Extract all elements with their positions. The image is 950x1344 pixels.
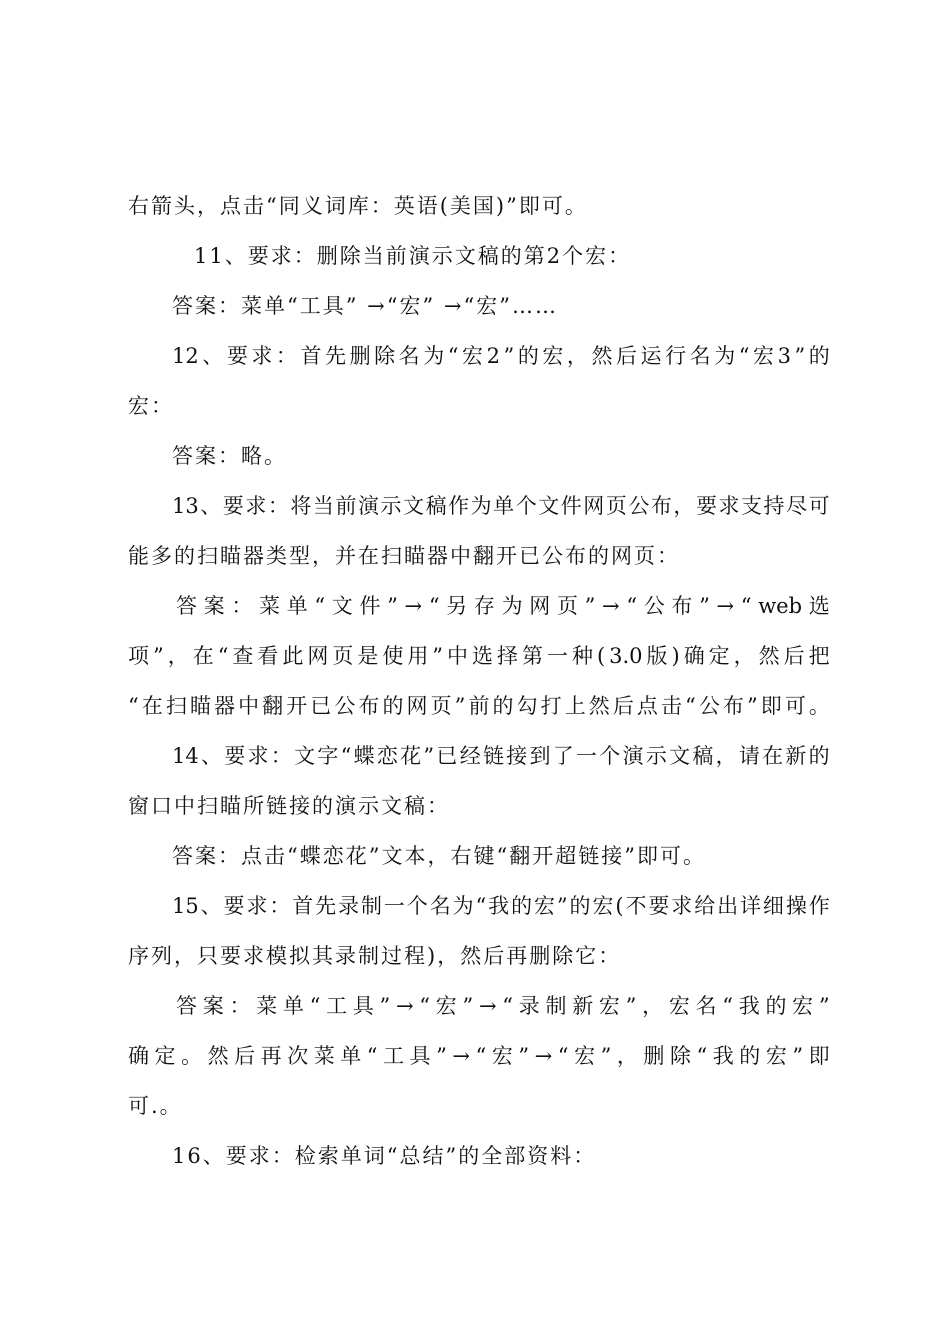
- text-line-11: “ 在 扫 瞄 器 中 翻 开 已 公 布 的 网 页 ” 前 的 勾 打 上 然 后 点 击 “ 公 布 ” 即 可 。: [128, 694, 830, 718]
- text-line-3: 答案：菜单“工具” →“宏” →“宏”……: [172, 294, 558, 318]
- text-line-17: 答 案 ： 菜 单 “ 工 具 ” → “ 宏 ” → “ 录 制 新 宏 ” ， 宏 名 “ 我 的 宏 ”: [176, 994, 830, 1018]
- text-line-10: 项 ” ， 在 “ 查 看 此 网 页 是 使 用 ” 中 选 择 第 一 种 ( 3.0 版 ) 确 定 ， 然 后 把: [128, 644, 830, 668]
- text-line-8: 能多的扫瞄器类型，并在扫瞄器中翻开已公布的网页：: [128, 544, 680, 568]
- text-line-7: 13 、 要 求 ： 将 当 前 演 示 文 稿 作 为 单 个 文 件 网 页 公 布 ， 要 求 支 持 尽 可: [172, 494, 830, 518]
- text-line-16: 序列，只要求模拟其录制过程)，然后再删除它：: [128, 944, 622, 968]
- text-line-12: 14 、 要 求 ： 文 字 “ 蝶 恋 花 ” 已 经 链 接 到 了 一 个 演 示 文 稿 ， 请 在 新 的: [172, 744, 830, 768]
- text-line-15: 15 、 要 求 ： 首 先 录 制 一 个 名 为 “ 我 的 宏 ” 的 宏 ( 不 要 求 给 出 详 细 操 作: [172, 894, 830, 918]
- text-line-2: 11、要求：删除当前演示文稿的第2个宏：: [194, 244, 632, 268]
- text-line-9: 答 案 ： 菜 单 “ 文 件 ” → “ 另 存 为 网 页 ” → “ 公 布 ” → “ web 选: [176, 594, 830, 618]
- text-line-14: 答案：点击“蝶恋花”文本，右键“翻开超链接”即可。: [172, 844, 706, 868]
- text-line-18: 确 定 。 然 后 再 次 菜 单 “ 工 具 ” → “ 宏 ” → “ 宏 ” ， 删 除 “ 我 的 宏 ” 即: [128, 1044, 830, 1068]
- text-line-20: 16、要求：检索单词“总结”的全部资料：: [172, 1144, 597, 1168]
- text-line-4: 12 、 要 求 ： 首 先 删 除 名 为 “ 宏 2 ” 的 宏 ， 然 后 运 行 名 为 “ 宏 3 ” 的: [172, 344, 830, 368]
- text-line-6: 答案：略。: [172, 444, 287, 468]
- text-line-19: 可.。: [128, 1094, 183, 1118]
- text-line-13: 窗口中扫瞄所链接的演示文稿：: [128, 794, 450, 818]
- text-line-1: 右箭头，点击“同义词库：英语(美国)”即可。: [128, 194, 588, 218]
- text-line-5: 宏：: [128, 394, 174, 418]
